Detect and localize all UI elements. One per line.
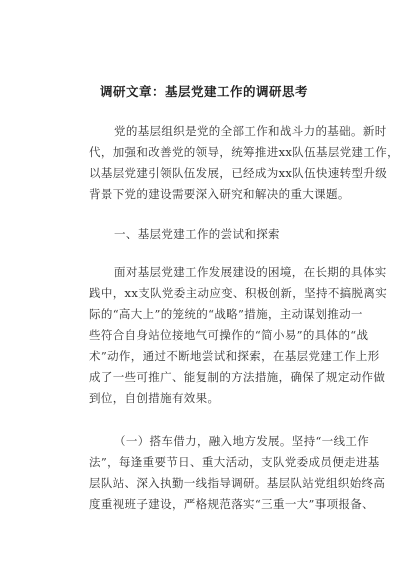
subsection-1-line-3: 层队站、深入执勤一线指导调研。基层队站党组织始终高 <box>89 476 386 490</box>
section-1-line-2: 践中，xx支队党委主动应变、积极创新，坚持不搞脱离实 <box>89 286 388 300</box>
subsection-1-line-2: 法”，每逢重要节日、重大活动，支队党委成员便走进基 <box>89 455 380 469</box>
subsection-1-line-1: （一）搭车借力，融入地方发展。坚持“一线工作 <box>114 434 370 448</box>
section-1-line-5: 术”动作，通过不断地尝试和探索，在基层党建工作上形 <box>89 349 380 363</box>
subsection-1-line-4: 度重视班子建设，严格规范落实“三重一大”事项报备、 <box>89 497 375 511</box>
document-title: 调研文章：基层党建工作的调研思考 <box>99 84 308 99</box>
intro-line-2: 代，加强和改善党的领导，统筹推进xx队伍基层党建工作， <box>89 145 399 159</box>
section-1-line-6: 成了一些可推广、能复制的方法措施，确保了规定动作做 <box>89 370 386 384</box>
section-1-line-1: 面对基层党建工作发展建设的困境，在长期的具体实 <box>114 265 387 279</box>
section-1-line-7: 到位，自创措施有效果。 <box>89 391 220 405</box>
section-1-heading: 一、基层党建工作的尝试和探索 <box>114 227 280 241</box>
intro-line-1: 党的基层组织是党的全部工作和战斗力的基础。新时 <box>114 124 387 138</box>
intro-line-3: 以基层党建引领队伍发展，已经成为xx队伍快速转型升级 <box>89 166 388 180</box>
intro-line-4: 背景下党的建设需要深入研究和解决的重大课题。 <box>89 187 350 201</box>
section-1-line-3: 际的“高大上”的笼统的“战略”措施，主动谋划推动一 <box>89 307 363 321</box>
section-1-line-4: 些符合自身站位接地气可操作的“简小易”的具体的“战 <box>89 328 369 342</box>
